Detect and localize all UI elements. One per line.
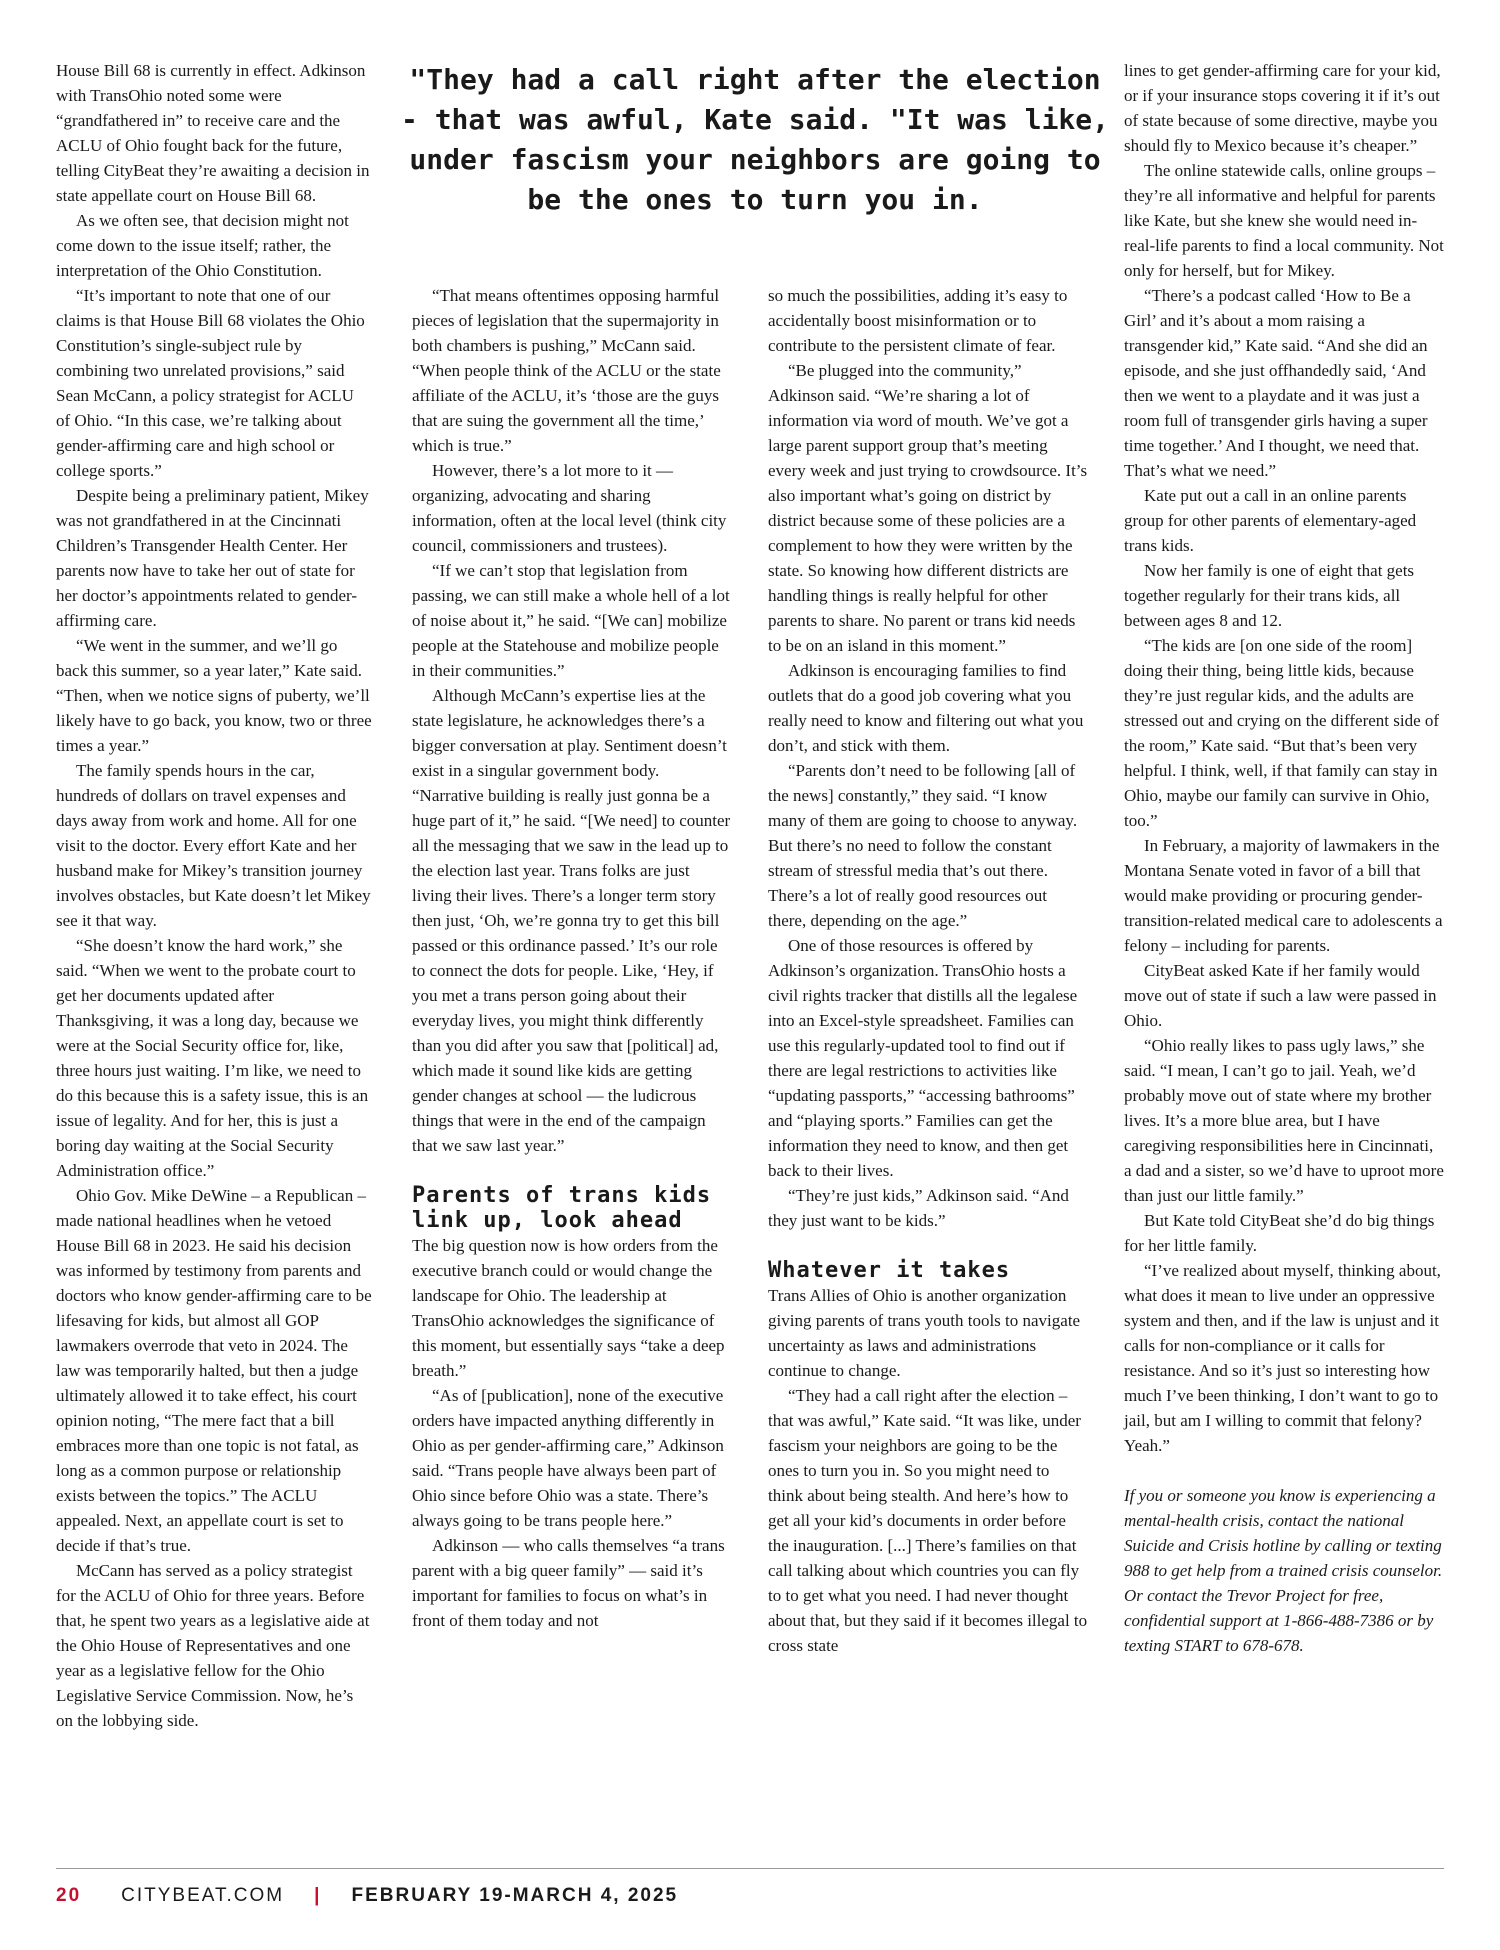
article-column-2 (412, 283, 732, 1633)
paragraph: House Bill 68 is currently in effect. Adkinson with TransOhio noted some were “grandfathered in” to receive care and the ACLU of Ohio fought back for the future, telling CityBeat they’re awaiting a decision in state appellate court on House Bill 68. (56, 61, 370, 205)
article-column-3 (768, 283, 1088, 1658)
paragraph: The online statewide calls, online groups – they’re all informative and helpful for parents like Kate, but she knew she would need in-real-life parents to find a local community. Not only for herself, but for Mikey. (1124, 161, 1444, 280)
paragraph: “They’re just kids,” Adkinson said. “And they just want to be kids.” (768, 1186, 1069, 1230)
paragraph: Despite being a preliminary patient, Mikey was not grandfathered in at the Cincinnati Children’s Transgender Health Center. Her parents now have to take her out of state for her doctor’s appointments related to gender-affirming care. (56, 486, 369, 630)
footer-divider (56, 1868, 1444, 1869)
paragraph: “The kids are [on one side of the room] doing their thing, being little kids, because they’re just regular kids, and the adults are stressed out and crying on the different side of the room,” Kate said. “But that’s been very helpful. I think, well, if that family can stay in Ohio, maybe our family can survive in Ohio, too.” (1124, 636, 1440, 830)
paragraph: “There’s a podcast called ‘How to Be a Girl’ and it’s about a mom raising a transgender kid,” Kate said. “And she did an episode, and she just offhandedly said, ‘And then we went to a playdate and it was just a room full of transgender girls having a super time together.’ And I thought, we need that. That’s what we need.” (1124, 286, 1428, 480)
paragraph: “That means oftentimes opposing harmful pieces of legislation that the supermajority in both chambers is pushing,” McCann said. “When people think of the ACLU or the state affiliate of the ACLU, it’s ‘those are the guys that are suing the government all the time,’ which is true.” (412, 286, 721, 455)
paragraph: “Ohio really likes to pass ugly laws,” she said. “I mean, I can’t go to jail. Yeah, we’d probably move out of state where my brother lives. It’s a more blue area, but I have caregiving responsibilities here in Cincinnati, a dad and a sister, so we’d have to uproot more than just our little family.” (1124, 1036, 1444, 1205)
paragraph: Although McCann’s expertise lies at the state legislature, he acknowledges there’s a bigger conversation at play. Sentiment doesn’t exist in a singular government body. (412, 686, 727, 780)
paragraph: However, there’s a lot more to it — organizing, advocating and sharing information, often at the local level (think city council, commissioners and trustees). (412, 461, 727, 555)
paragraph: Adkinson — who calls themselves “a trans parent with a big queer family” — said it’s important for families to focus on what’s in front of them today and not (412, 1536, 725, 1630)
article-column-4 (1124, 58, 1444, 1658)
section-subhead: Whatever it takes (768, 1258, 1011, 1283)
paragraph: “It’s important to note that one of our claims is that House Bill 68 violates the Ohio Constitution’s single-subject rule by combining two unrelated provisions,” said Sean McCann, a policy strategist for ACLU of Ohio. “In this case, we’re talking about gender-affirming care and high school or college sports.” (56, 286, 365, 480)
paragraph: McCann has served as a policy strategist for the ACLU of Ohio for three years. Before that, he spent two years as a legislative aide at the Ohio House of Representatives and one year as a legislative fellow for the Ohio Legislative Service Commission. Now, he’s on the lobbying side. (56, 1561, 370, 1730)
paragraph: lines to get gender-affirming care for your kid, or if your insurance stops covering it if it’s out of state because of some directive, maybe you should fly to Mexico because it’s cheaper.” (1124, 61, 1441, 155)
pull-quote: "They had a call right after the election - that was awful, Kate said. "It was like, under fascism your neighbors are going to be the ones to turn you in. (400, 63, 1109, 216)
paragraph: so much the possibilities, adding it’s easy to accidentally boost misinformation or to contribute to the persistent climate of fear. (768, 286, 1068, 355)
footer-separator: | (314, 1885, 322, 1906)
paragraph: “Be plugged into the community,” Adkinson said. “We’re sharing a lot of information via word of mouth. We’ve got a large parent support group that’s meeting every week and just trying to crowdsource. It’s also important what’s going on district by district because some of these policies are a complement to how they were written by the state. So knowing how different districts are handling things is really helpful for other parents to share. No parent or trans kid needs to be on an island in this moment.” (768, 361, 1088, 655)
issue-date: FEBRUARY 19-MARCH 4, 2025 (351, 1885, 679, 1906)
paragraph: “As of [publication], none of the executive orders have impacted anything differently in Ohio as per gender-affirming care,” Adkinson said. “Trans people have always been part of Ohio since before Ohio was a state. There’s always going to be trans people here.” (412, 1386, 724, 1530)
paragraph: Ohio Gov. Mike DeWine – a Republican – made national headlines when he vetoed House Bill 68 in 2023. He said his decision was informed by testimony from parents and doctors who know gender-affirming care to be lifesaving for kids, but almost all GOP lawmakers overrode that veto in 2024. The law was temporarily halted, but then a judge ultimately allowed it to take effect, his court opinion noting, “The mere fact that a bill embraces more than one topic is not fatal, as long as a common purpose or relationship exists between the topics.” The ACLU appealed. Next, an appellate court is set to decide if that’s true. (56, 1186, 372, 1555)
paragraph: “Narrative building is really just gonna be a huge part of it,” he said. “[We need] to counter all the messaging that we saw in the lead up to the election last year. Trans folks are just living their lives. There’s a longer term story then just, ‘Oh, we’re gonna try to get this bill passed or this ordinance passed.’ It’s our role to connect the dots for people. Like, ‘Hey, if you met a trans person going about their everyday lives, you might think differently than you did after you saw that [political] ad, which made it sound like kids are getting gender changes at school — the ludicrous things that were in the end of the campaign that we saw last year.” (412, 786, 731, 1155)
paragraph: Trans Allies of Ohio is another organization giving parents of trans youth tools to navigate uncertainty as laws and administrations continue to change. (768, 1286, 1081, 1380)
paragraph: Kate put out a call in an online parents group for other parents of elementary-aged trans kids. (1124, 486, 1417, 555)
paragraph: “If we can’t stop that legislation from passing, we can still make a whole hell of a lot of noise about it,” he said. “[We can] mobilize people at the Statehouse and mobilize people in their communities.” (412, 561, 730, 680)
paragraph: Now her family is one of eight that gets together regularly for their trans kids, all between ages 8 and 12. (1124, 561, 1415, 630)
paragraph: “I’ve realized about myself, thinking about, what does it mean to live under an oppressive system and then, and if the law is unjust and it calls for non-compliance or it calls for resistance. And so it’s just so interesting how much I’ve been thinking, I don’t want to go to jail, but am I willing to commit that felony? Yeah.” (1124, 1261, 1441, 1455)
article-column-1 (56, 58, 372, 1733)
page-footer (56, 1885, 678, 1907)
section-subhead: Parents of trans kids link up, look ahead (412, 1183, 712, 1233)
paragraph: In February, a majority of lawmakers in the Montana Senate voted in favor of a bill that would make providing or procuring gender-transition-related medical care to adolescents a felony – including for parents. (1124, 836, 1443, 955)
paragraph: As we often see, that decision might not come down to the issue itself; rather, the interpretation of the Ohio Constitution. (56, 211, 349, 280)
paragraph: But Kate told CityBeat she’d do big things for her little family. (1124, 1211, 1435, 1255)
paragraph: “We went in the summer, and we’ll go back this summer, so a year later,” Kate said. “Then, when we notice signs of puberty, we’ll likely have to go back, you know, two or three times a year.” (56, 636, 372, 755)
paragraph: “Parents don’t need to be following [all of the news] constantly,” they said. “I know many of them are going to choose to anyway. But there’s no need to follow the constant stream of stressful media that’s out there. There’s a lot of really good resources out there, depending on the age.” (768, 761, 1078, 930)
paragraph: One of those resources is offered by Adkinson’s organization. TransOhio hosts a civil rights tracker that distills all the legalese into an Excel-style spreadsheet. Families can use this regularly-updated tool to find out if there are legal restrictions to activities like “updating passports,” “accessing bathrooms” and “playing sports.” Families can get the information they need to know, and then get back to their lives. (768, 936, 1078, 1180)
paragraph: The big question now is how orders from the executive branch could or would change the landscape for Ohio. The leadership at TransOhio acknowledges the significance of this moment, but essentially says “take a deep breath.” (412, 1236, 725, 1380)
paragraph: Adkinson is encouraging families to find outlets that do a good job covering what you really need to know and filtering out what you don’t, and stick with them. (768, 661, 1084, 755)
paragraph: CityBeat asked Kate if her family would move out of state if such a law were passed in Ohio. (1124, 961, 1437, 1030)
paragraph: The family spends hours in the car, hundreds of dollars on travel expenses and days away from work and home. All for one visit to the doctor. Every effort Kate and her husband make for Mikey’s transition journey involves obstacles, but Kate doesn’t let Mikey see it that way. (56, 761, 371, 930)
crisis-hotline-note: If you or someone you know is experiencing a mental-health crisis, contact the national Suicide and Crisis hotline by calling or texting 988 to get help from a trained crisis counselor. Or contact the Trevor Project for free, confidential support at 1-866-488-7386 or by texting START to 678-678. (1124, 1486, 1443, 1655)
page-number: 20 (56, 1885, 82, 1906)
paragraph: “She doesn’t know the hard work,” she said. “When we went to the probate court to get her documents updated after Thanksgiving, it was a long day, because we were at the Social Security office for, like, three hours just waiting. I’m like, we need to do this because this is a safety issue, this is an issue of legality. And for her, this is just a boring day waiting at the Social Security Administration office.” (56, 936, 369, 1180)
site-name: CITYBEAT.COM (121, 1885, 285, 1906)
paragraph: “They had a call right after the election – that was awful,” Kate said. “It was like, under fascism your neighbors are going to be the ones to turn you in. So you might need to think about being stealth. And here’s how to get all your kid’s documents in order before the inauguration. [...] There’s families on that call talking about which countries you can fly to to get what you need. I had never thought about that, but they said if it becomes illegal to cross state (768, 1386, 1088, 1655)
